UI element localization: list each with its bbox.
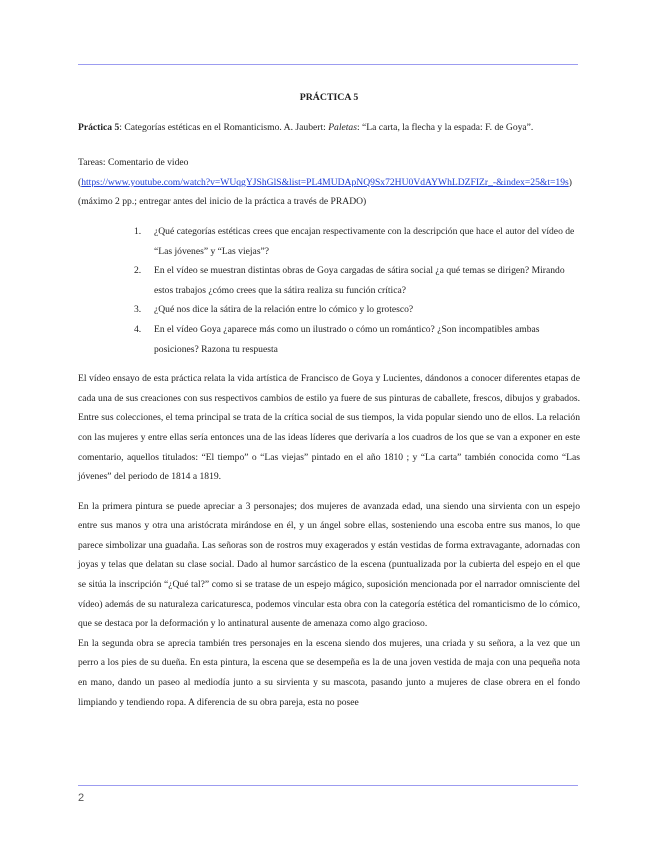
intro-text-a: : Categorías estéticas en el Romanticismo. A. Jaubert: <box>119 121 329 133</box>
list-item <box>78 261 580 300</box>
intro-paragraph <box>78 118 580 138</box>
book-title: Paletas <box>328 121 357 133</box>
tasks-suffix: ) (máximo 2 pp.; entregar antes del inicio de la práctica a través de PRADO) <box>78 176 572 208</box>
page-title: PRÁCTICA 5 <box>299 92 359 103</box>
list-item <box>78 300 580 320</box>
tasks-label: Tareas: Comentario de video <box>78 157 189 169</box>
essay-paragraph-2: En la primera pintura se puede apreciar a 3 personajes; dos mujeres de avanzada edad, una siendo una sirvienta con un espejo entre sus manos y otra una aristócrata mirándose en él, y un ángel sobre ellas, sosteniendo una escoba entre sus manos, lo que parece simbolizar una guadaña. Las señoras son de rostros muy exagerados y están vestidas de forma extravagante, adornadas con joyas y telas que delatan su clase social. Dado al humor sarcástico de la escena (puntualizada por la cubierta del espejo en el que se sitúa la inscripción “¿Qué tal?” como si se tratase de un espejo mágico, suposición mencionada por el narrador omnisciente del vídeo) además de su naturaleza caricaturesca, podemos vincular esta obra con la categoría estética del romanticismo de lo cómico, que se destaca por la deformación y lo antinatural ausente de amenaza como algo gracioso. <box>78 500 580 630</box>
question-text: ¿Qué categorías estéticas crees que encajan respectivamente con la descripción que hace el autor del vídeo de “Las jóvenes” y “Las viejas”? <box>154 225 575 257</box>
page-number: 2 <box>78 792 85 804</box>
question-text: En el vídeo Goya ¿aparece más como un ilustrado o cómo un romántico? ¿Son incompatibles ambas posiciones? Razona tu respuesta <box>154 323 540 355</box>
header-rule <box>78 64 578 65</box>
tasks-paren: ( <box>78 176 82 188</box>
tasks-line <box>78 173 580 212</box>
video-link[interactable]: https://www.youtube.com/watch?v=WUqgYJShGlS&list=PL4MUDApNQ9Sx72HU0VdAYWhLDZFIZr_-&index=25&t=19s <box>81 176 569 188</box>
question-text: ¿Qué nos dice la sátira de la relación entre lo cómico y lo grotesco? <box>154 304 414 316</box>
essay-body <box>78 369 580 712</box>
question-text: En el vídeo se muestran distintas obras de Goya cargadas de sátira social ¿a qué temas se dirigen? Mirando estos trabajos ¿cómo crees que la sátira realiza su función crítica? <box>154 265 565 296</box>
question-number: 4. <box>134 323 142 335</box>
practice-label: Práctica 5 <box>78 121 120 133</box>
list-item <box>78 320 580 359</box>
question-number: 1. <box>134 225 142 237</box>
question-number: 3. <box>134 304 142 316</box>
intro-text-b: : “La carta, la flecha y la espada: F. de Goya”. <box>356 121 534 133</box>
question-number: 2. <box>134 265 142 277</box>
document-body <box>78 88 580 712</box>
footer-rule <box>78 785 578 786</box>
essay-paragraph-3: En la segunda obra se aprecia también tres personajes en la escena siendo dos mujeres, una criada y su señora, a la vez que un perro a los pies de su dueña. En esta pintura, la escena que se desempeña es la de una joven vestida de maja con una pequeña nota en mano, dando un paseo al mediodía junto a su sirvienta y su mascota, pasando junto a mujeres de clase obrera en el fondo limpiando y tendiendo ropa. A diferencia de su obra pareja, esta no posee <box>78 637 580 708</box>
question-list <box>78 222 580 359</box>
essay-paragraph-1: El vídeo ensayo de esta práctica relata la vida artística de Francisco de Goya y Lucientes, dándonos a conocer diferentes etapas de cada una de sus creaciones con sus respectivos cambios de estilo ya fuere de sus pinturas de caballete, frescos, dibujos y grabados. Entre sus colecciones, el tema principal se trata de la crítica social de sus tiempos, la vida popular siendo uno de ellos. La relación con las mujeres y entre ellas sería entonces una de las ideas líderes que derivaría a los cuadros de los que se van a exponer en este comentario, aquellos titulados: “El tiempo” o “Las viejas” pintado en el año 1810 ; y “La carta” también conocida como “Las jóvenes” del periodo de 1814 a 1819. <box>78 373 580 483</box>
list-item <box>78 222 580 261</box>
